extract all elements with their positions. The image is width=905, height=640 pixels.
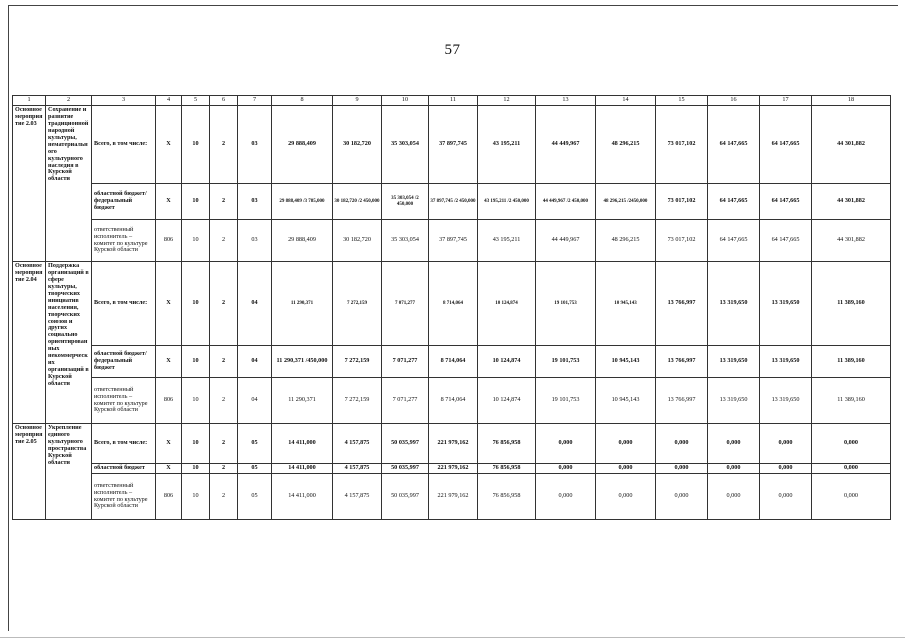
- value-cell: 0,000: [656, 464, 708, 474]
- code-cell: 05: [238, 464, 272, 474]
- code-cell: 2: [210, 220, 238, 262]
- value-cell: 13 319,650: [760, 378, 812, 424]
- value-cell: 64 147,665: [760, 184, 812, 220]
- value-cell: 44 301,882: [812, 184, 891, 220]
- activity-code: Основное мероприятие 2.03: [13, 106, 46, 262]
- source-label: Всего, в том числе:: [92, 424, 156, 464]
- col-header: 18: [812, 96, 891, 106]
- code-cell: 10: [182, 220, 210, 262]
- value-cell: 44 449,967 /2 450,000: [536, 184, 596, 220]
- col-header: 8: [272, 96, 333, 106]
- value-cell: 13 319,650: [708, 262, 760, 346]
- value-cell: 50 035,997: [382, 474, 429, 520]
- value-cell: 10 945,143: [596, 262, 656, 346]
- col-header: 10: [382, 96, 429, 106]
- col-header: 9: [333, 96, 382, 106]
- value-cell: 0,000: [708, 424, 760, 464]
- source-label: ответственный исполнитель – комитет по культуре Курской области: [92, 474, 156, 520]
- value-cell: 64 147,665: [708, 106, 760, 184]
- value-cell: 76 856,958: [478, 464, 536, 474]
- code-cell: 2: [210, 106, 238, 184]
- value-cell: 11 389,160: [812, 378, 891, 424]
- value-cell: 30 182,720: [333, 106, 382, 184]
- code-cell: 2: [210, 424, 238, 464]
- code-cell: 04: [238, 346, 272, 378]
- code-cell: 05: [238, 474, 272, 520]
- code-cell: X: [156, 262, 182, 346]
- value-cell: 11 290,371: [272, 378, 333, 424]
- value-cell: 73 017,102: [656, 220, 708, 262]
- value-cell: 10 124,874: [478, 262, 536, 346]
- value-cell: 44 301,882: [812, 220, 891, 262]
- code-cell: 04: [238, 378, 272, 424]
- activity-title: Поддержка организаций в сфере культуры, творческих инициатив населения, творческих союзов и других социально ориентированных некоммерческих организаций в Курской области: [46, 262, 92, 424]
- value-cell: 7 272,159: [333, 262, 382, 346]
- value-cell: 29 888,409 /3 785,000: [272, 184, 333, 220]
- value-cell: 13 319,650: [760, 346, 812, 378]
- activity-title: Сохранение и развитие традиционной народной культуры, нематериального культурного наследия в Курской области: [46, 106, 92, 262]
- source-label: областной бюджет: [92, 464, 156, 474]
- budget-table: [12, 95, 891, 520]
- value-cell: 7 071,277: [382, 346, 429, 378]
- value-cell: 0,000: [536, 464, 596, 474]
- col-header: 11: [429, 96, 478, 106]
- code-cell: 10: [182, 184, 210, 220]
- value-cell: 221 979,162: [429, 474, 478, 520]
- value-cell: 4 157,875: [333, 474, 382, 520]
- value-cell: 19 101,753: [536, 378, 596, 424]
- value-cell: 64 147,665: [760, 106, 812, 184]
- col-header: 7: [238, 96, 272, 106]
- col-header: 13: [536, 96, 596, 106]
- value-cell: 0,000: [656, 474, 708, 520]
- value-cell: 73 017,102: [656, 106, 708, 184]
- value-cell: 7 071,277: [382, 262, 429, 346]
- value-cell: 11 389,160: [812, 346, 891, 378]
- code-cell: X: [156, 106, 182, 184]
- col-header: 14: [596, 96, 656, 106]
- value-cell: 76 856,958: [478, 474, 536, 520]
- col-header: 17: [760, 96, 812, 106]
- source-label: ответственный исполнитель – комитет по культуре Курской области: [92, 378, 156, 424]
- code-cell: 10: [182, 464, 210, 474]
- value-cell: 37 897,745 /2 450,000: [429, 184, 478, 220]
- table-row: [13, 378, 891, 424]
- value-cell: 8 714,064: [429, 346, 478, 378]
- header-row: [13, 96, 891, 106]
- code-cell: 10: [182, 262, 210, 346]
- col-header: 3: [92, 96, 156, 106]
- bottom-rule: [0, 637, 905, 638]
- table-row: [13, 220, 891, 262]
- value-cell: 64 147,665: [760, 220, 812, 262]
- value-cell: 10 945,143: [596, 346, 656, 378]
- value-cell: 13 319,650: [708, 378, 760, 424]
- value-cell: 10 945,143: [596, 378, 656, 424]
- value-cell: 13 319,650: [708, 346, 760, 378]
- code-cell: 806: [156, 474, 182, 520]
- code-cell: X: [156, 346, 182, 378]
- value-cell: 0,000: [708, 464, 760, 474]
- value-cell: 221 979,162: [429, 424, 478, 464]
- col-header: 4: [156, 96, 182, 106]
- code-cell: 2: [210, 262, 238, 346]
- value-cell: 0,000: [596, 474, 656, 520]
- code-cell: 806: [156, 378, 182, 424]
- col-header: 1: [13, 96, 46, 106]
- code-cell: X: [156, 424, 182, 464]
- value-cell: 13 766,997: [656, 346, 708, 378]
- value-cell: 7 272,159: [333, 378, 382, 424]
- table-row: [13, 424, 891, 464]
- col-header: 6: [210, 96, 238, 106]
- value-cell: 4 157,875: [333, 464, 382, 474]
- value-cell: 30 182,720: [333, 220, 382, 262]
- code-cell: 10: [182, 106, 210, 184]
- code-cell: 10: [182, 346, 210, 378]
- value-cell: 11 290,371: [272, 262, 333, 346]
- value-cell: 64 147,665: [708, 220, 760, 262]
- value-cell: 0,000: [760, 424, 812, 464]
- value-cell: 19 101,753: [536, 262, 596, 346]
- col-header: 5: [182, 96, 210, 106]
- value-cell: 44 449,967: [536, 106, 596, 184]
- value-cell: 0,000: [708, 474, 760, 520]
- source-label: Всего, в том числе:: [92, 106, 156, 184]
- table-row: [13, 464, 891, 474]
- value-cell: 11 290,371 /450,000: [272, 346, 333, 378]
- table-row: [13, 262, 891, 346]
- code-cell: 2: [210, 474, 238, 520]
- value-cell: 37 897,745: [429, 106, 478, 184]
- value-cell: 44 449,967: [536, 220, 596, 262]
- code-cell: X: [156, 464, 182, 474]
- code-cell: 03: [238, 220, 272, 262]
- table-row: [13, 184, 891, 220]
- code-cell: 10: [182, 424, 210, 464]
- code-cell: 04: [238, 262, 272, 346]
- value-cell: 7 272,159: [333, 346, 382, 378]
- source-label: областной бюджет/ федеральный бюджет: [92, 184, 156, 220]
- table-row: [13, 346, 891, 378]
- activity-code: Основное мероприятие 2.05: [13, 424, 46, 520]
- value-cell: 4 157,875: [333, 424, 382, 464]
- code-cell: 10: [182, 378, 210, 424]
- code-cell: 10: [182, 474, 210, 520]
- value-cell: 19 101,753: [536, 346, 596, 378]
- col-header: 16: [708, 96, 760, 106]
- code-cell: X: [156, 184, 182, 220]
- value-cell: 48 296,215 /2450,000: [596, 184, 656, 220]
- value-cell: 43 195,211 /2 450,000: [478, 184, 536, 220]
- code-cell: 2: [210, 184, 238, 220]
- value-cell: 11 389,160: [812, 262, 891, 346]
- value-cell: 73 017,102: [656, 184, 708, 220]
- col-header: 2: [46, 96, 92, 106]
- value-cell: 43 195,211: [478, 220, 536, 262]
- value-cell: 8 714,064: [429, 262, 478, 346]
- value-cell: 221 979,162: [429, 464, 478, 474]
- code-cell: 806: [156, 220, 182, 262]
- value-cell: 35 303,054 /2 450,000: [382, 184, 429, 220]
- value-cell: 13 766,997: [656, 262, 708, 346]
- activity-title: Укрепление единого культурного пространства Курской области: [46, 424, 92, 520]
- value-cell: 13 766,997: [656, 378, 708, 424]
- value-cell: 0,000: [536, 424, 596, 464]
- value-cell: 48 296,215: [596, 220, 656, 262]
- value-cell: 48 296,215: [596, 106, 656, 184]
- value-cell: 14 411,000: [272, 464, 333, 474]
- value-cell: 44 301,882: [812, 106, 891, 184]
- code-cell: 2: [210, 378, 238, 424]
- table-row: [13, 474, 891, 520]
- value-cell: 10 124,874: [478, 346, 536, 378]
- value-cell: 0,000: [760, 474, 812, 520]
- code-cell: 05: [238, 424, 272, 464]
- value-cell: 0,000: [656, 424, 708, 464]
- value-cell: 30 182,720 /2 450,000: [333, 184, 382, 220]
- value-cell: 0,000: [536, 474, 596, 520]
- value-cell: 0,000: [760, 464, 812, 474]
- value-cell: 14 411,000: [272, 424, 333, 464]
- source-label: областной бюджет/ федеральный бюджет: [92, 346, 156, 378]
- value-cell: 0,000: [596, 424, 656, 464]
- value-cell: 8 714,064: [429, 378, 478, 424]
- code-cell: 2: [210, 346, 238, 378]
- value-cell: 50 035,997: [382, 464, 429, 474]
- value-cell: 64 147,665: [708, 184, 760, 220]
- source-label: ответственный исполнитель – комитет по культуре Курской области: [92, 220, 156, 262]
- value-cell: 0,000: [812, 464, 891, 474]
- table-row: [13, 106, 891, 184]
- value-cell: 29 888,409: [272, 220, 333, 262]
- value-cell: 50 035,997: [382, 424, 429, 464]
- value-cell: 13 319,650: [760, 262, 812, 346]
- value-cell: 35 303,054: [382, 106, 429, 184]
- value-cell: 0,000: [812, 474, 891, 520]
- value-cell: 35 303,054: [382, 220, 429, 262]
- page-number: 57: [444, 42, 461, 58]
- value-cell: 10 124,874: [478, 378, 536, 424]
- col-header: 12: [478, 96, 536, 106]
- activity-code: Основное мероприятие 2.04: [13, 262, 46, 424]
- source-label: Всего, в том числе:: [92, 262, 156, 346]
- value-cell: 14 411,000: [272, 474, 333, 520]
- value-cell: 37 897,745: [429, 220, 478, 262]
- code-cell: 03: [238, 184, 272, 220]
- col-header: 15: [656, 96, 708, 106]
- value-cell: 7 071,277: [382, 378, 429, 424]
- value-cell: 76 856,958: [478, 424, 536, 464]
- code-cell: 03: [238, 106, 272, 184]
- value-cell: 0,000: [812, 424, 891, 464]
- value-cell: 29 888,409: [272, 106, 333, 184]
- value-cell: 0,000: [596, 464, 656, 474]
- code-cell: 2: [210, 464, 238, 474]
- value-cell: 43 195,211: [478, 106, 536, 184]
